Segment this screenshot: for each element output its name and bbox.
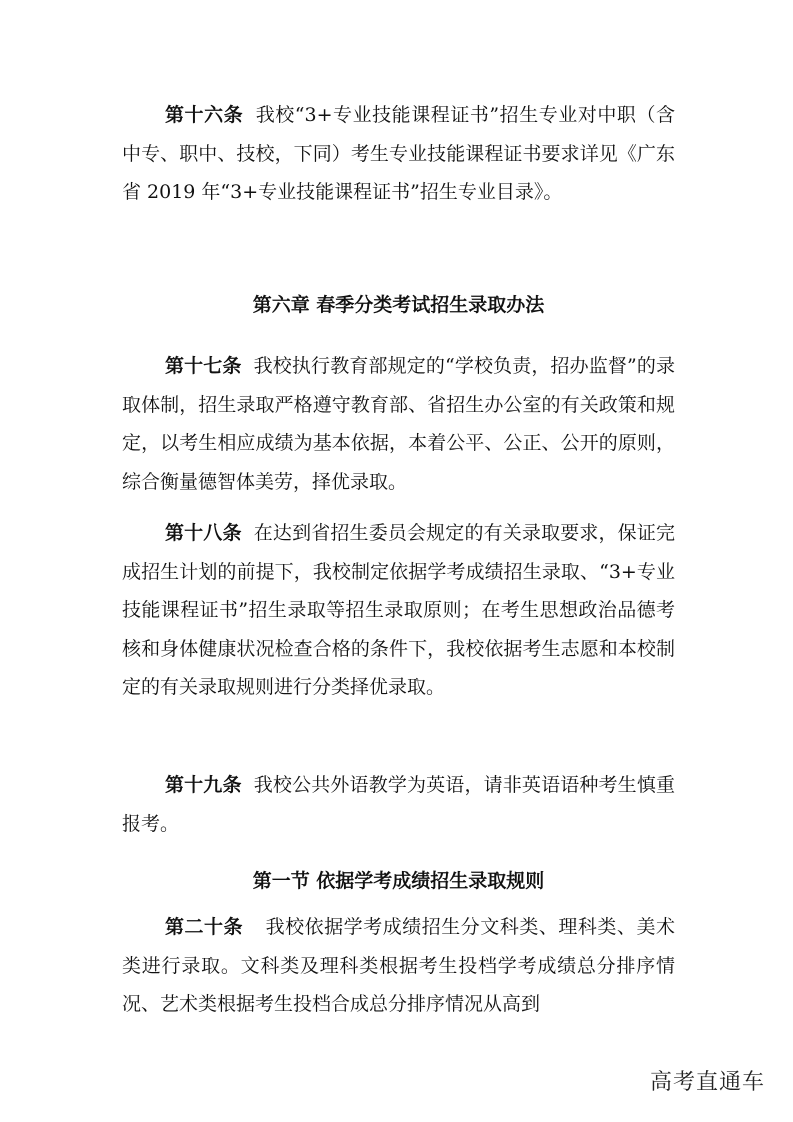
- article-16-label: 第十六条: [165, 104, 244, 126]
- article-20: [122, 908, 675, 1024]
- article-18-label: 第十八条: [165, 522, 242, 544]
- article-16: [122, 96, 675, 212]
- article-17-label: 第十七条: [165, 355, 242, 377]
- section-heading: 第一节 依据学考成绩招生录取规则: [252, 870, 545, 892]
- article-16-text: 我校“3+专业技能课程证书”招生专业对中职（含中专、职中、技校，下同）考生专业技能课程证书要求详见《广东省 2019 年“3+专业技能课程证书”招生专业目录》。: [122, 104, 675, 203]
- article-19-label: 第十九条: [165, 774, 242, 796]
- article-20-text: 我校依据学考成绩招生分文科类、理科类、美术类进行录取。文科类及理科类根据考生投档学考成绩总分排序情况、艺术类根据考生投档合成总分排序情况从高到: [122, 916, 675, 1015]
- article-19-text: 我校公共外语教学为英语，请非英语语种考生慎重报考。: [122, 774, 675, 835]
- article-17: [122, 347, 675, 501]
- article-20-label: 第二十条: [165, 916, 244, 938]
- article-19: [122, 766, 675, 843]
- chapter-heading: 第六章 春季分类考试招生录取办法: [252, 294, 545, 316]
- article-18-text: 在达到省招生委员会规定的有关录取要求，保证完成招生计划的前提下，我校制定依据学考成绩招生录取、“3+专业技能课程证书”招生录取等招生录取原则；在考生思想政治品德考核和身体健康状况检查合格的条件下，我校依据考生志愿和本校制定的有关录取规则进行分类择优录取。: [122, 522, 675, 698]
- watermark-logo: 高考直通车: [649, 1070, 765, 1095]
- article-17-text: 我校执行教育部规定的“学校负责，招办监督”的录取体制，招生录取严格遵守教育部、省招生办公室的有关政策和规定，以考生相应成绩为基本依据，本着公平、公正、公开的原则，综合衡量德智体美劳，择优录取。: [122, 355, 675, 493]
- article-18: [122, 514, 675, 707]
